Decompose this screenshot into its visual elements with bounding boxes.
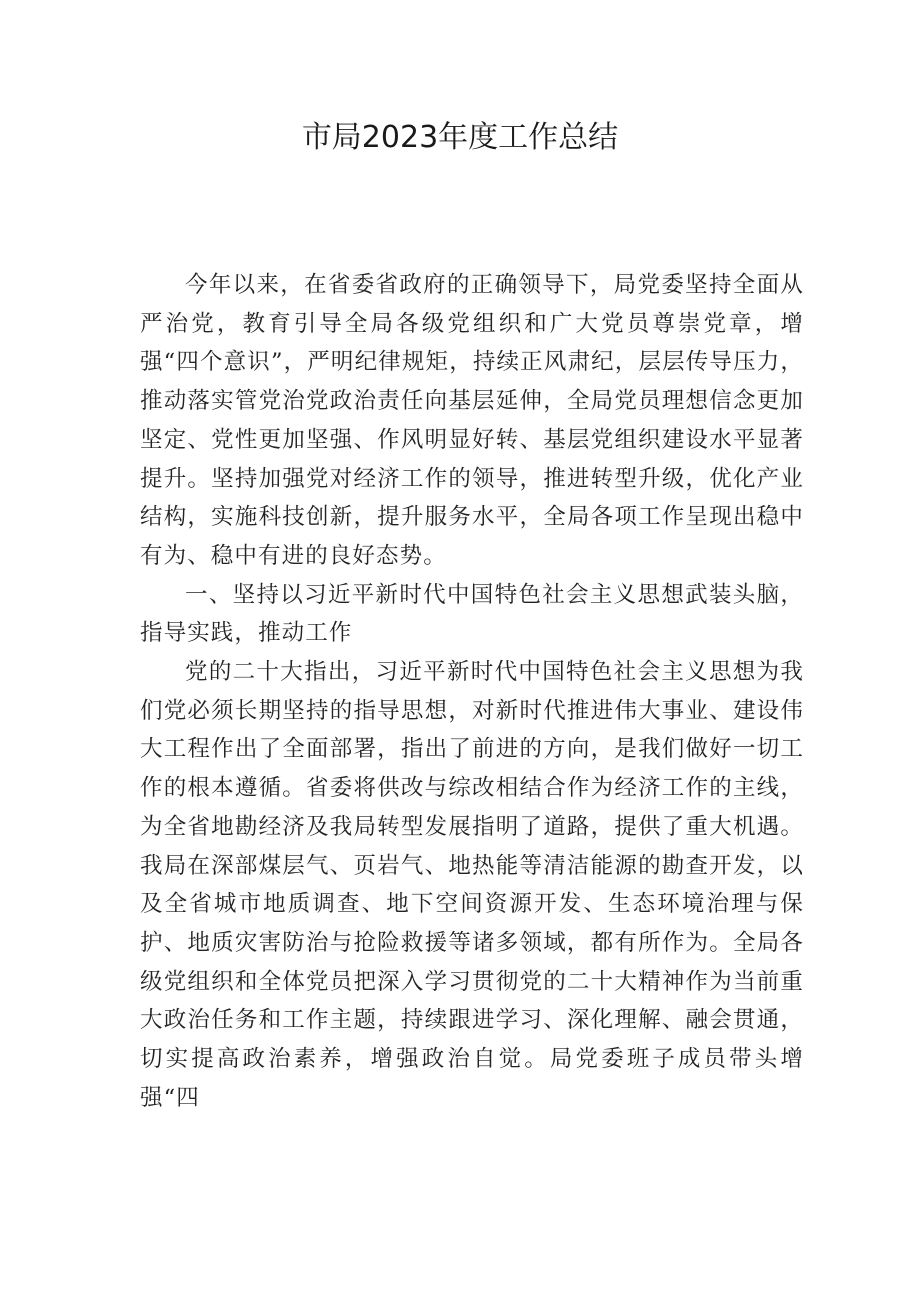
document-title: 市局2023年度工作总结 <box>301 120 619 155</box>
body-paragraph: 党的二十大指出，习近平新时代中国特色社会主义思想为我们党必须长期坚持的指导思想，对新时代推进伟大事业、建设伟大工程作出了全面部署，指出了前进的方向，是我们做好一切工作的根本遵循。省委将供改与综改相结合作为经济工作的主线，为全省地勘经济及我局转型发展指明了道路，提供了重大机遇。我局在深部煤层气、页岩气、地热能等清洁能源的勘查开发，以及全省城市地质调查、地下空间资源开发、生态环境治理与保护、地质灾害防治与抢险救援等诸多领域，都有所作为。全局各级党组织和全体党员把深入学习贯彻党的二十大精神作为当前重大政治任务和工作主题，持续跟进学习、深化理解、融会贯通，切实提高政治素养，增强政治自觉。局党委班子成员带头增强“四 <box>140 659 804 1111</box>
intro-paragraph: 今年以来，在省委省政府的正确领导下，局党委坚持全面从严治党，教育引导全局各级党组织和广大党员尊崇党章，增强“四个意识”，严明纪律规矩，持续正风肃纪，层层传导压力，推动落实管党治党政治责任向基层延伸，全局党员理想信念更加坚定、党性更加坚强、作风明显好转、基层党组织建设水平显著提升。坚持加强党对经济工作的领导，推进转型升级，优化产业结构，实施科技创新，提升服务水平，全局各项工作呈现出稳中有为、稳中有进的良好态势。 <box>140 272 804 569</box>
document-body <box>140 266 804 1117</box>
section-heading: 一、坚持以习近平新时代中国特色社会主义思想武装头脑，指导实践，推动工作 <box>140 581 804 647</box>
